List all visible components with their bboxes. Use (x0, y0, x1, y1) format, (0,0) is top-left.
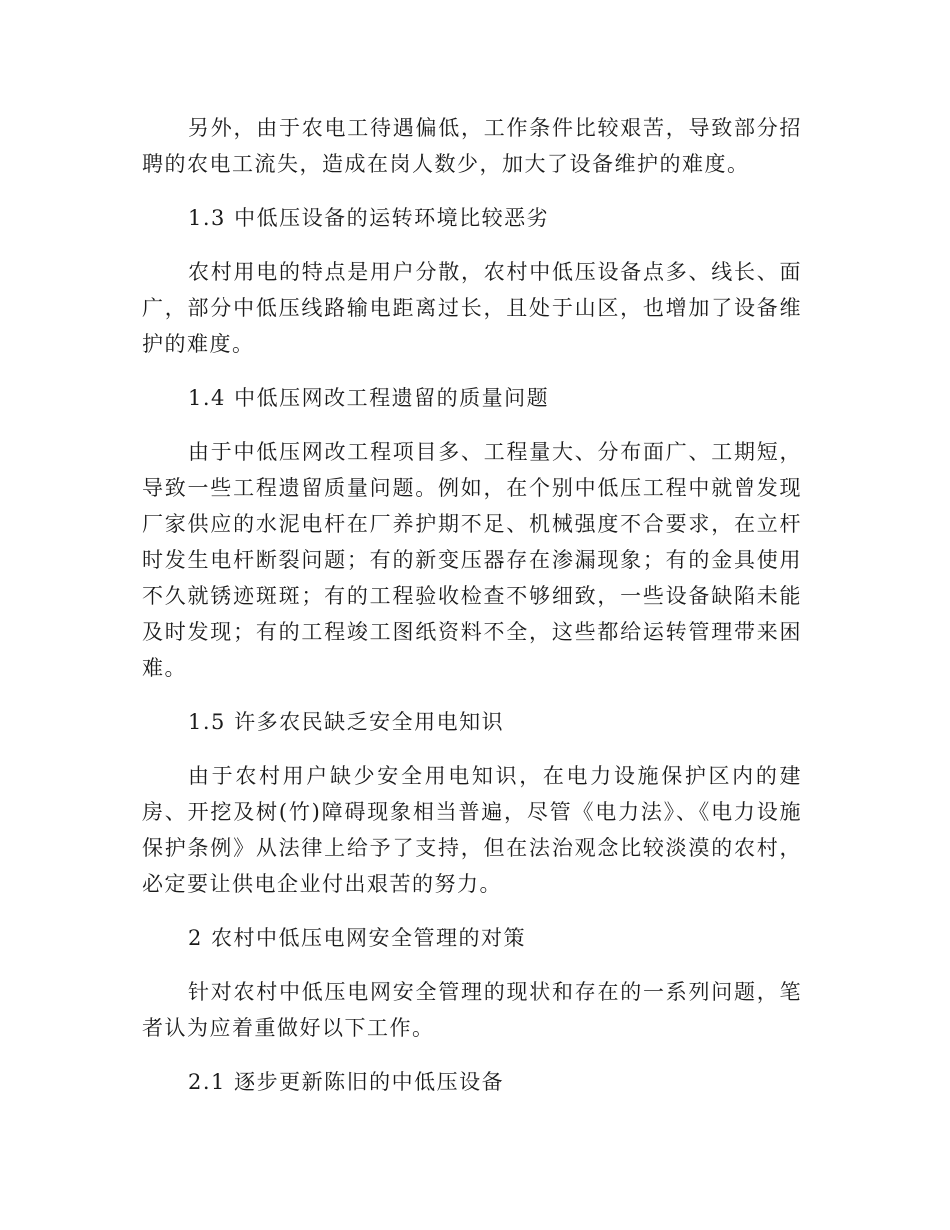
paragraph-rural-power-characteristics: 农村用电的特点是用户分散，农村中低压设备点多、线长、面广，部分中低压线路输电距离过长，且处于山区，也增加了设备维护的难度。 (142, 260, 802, 356)
section-heading-1-5: 1.5 许多农民缺乏安全用电知识 (188, 710, 505, 734)
section-heading-2-1: 2.1 逐步更新陈旧的中低压设备 (188, 1070, 505, 1094)
document-body (142, 110, 802, 1118)
paragraph-countermeasures-intro: 针对农村中低压电网安全管理的现状和存在的一系列问题，笔者认为应着重做好以下工作。 (142, 980, 802, 1040)
paragraph-safety-knowledge: 由于农村用户缺少安全用电知识，在电力设施保护区内的建房、开挖及树(竹)障碍现象相当普遍，尽管《电力法》、《电力设施保护条例》从法律上给予了支持，但在法治观念比较淡漠的农村，必定要让供电企业付出艰苦的努力。 (142, 764, 802, 896)
section-heading-1-3: 1.3 中低压设备的运转环境比较恶劣 (188, 206, 550, 230)
paragraph-quality-issues: 由于中低压网改工程项目多、工程量大、分布面广、工期短，导致一些工程遗留质量问题。例如，在个别中低压工程中就曾发现厂家供应的水泥电杆在厂养护期不足、机械强度不合要求，在立杆时发生电杆断裂问题；有的新变压器存在渗漏现象；有的金具使用不久就锈迹斑斑；有的工程验收检查不够细致，一些设备缺陷未能及时发现；有的工程竣工图纸资料不全，这些都给运转管理带来困难。 (142, 440, 802, 680)
section-heading-1-4: 1.4 中低压网改工程遗留的质量问题 (188, 386, 550, 410)
paragraph-staff-shortage: 另外，由于农电工待遇偏低，工作条件比较艰苦，导致部分招聘的农电工流失，造成在岗人数少，加大了设备维护的难度。 (142, 116, 802, 176)
section-heading-2: 2 农村中低压电网安全管理的对策 (188, 926, 527, 950)
